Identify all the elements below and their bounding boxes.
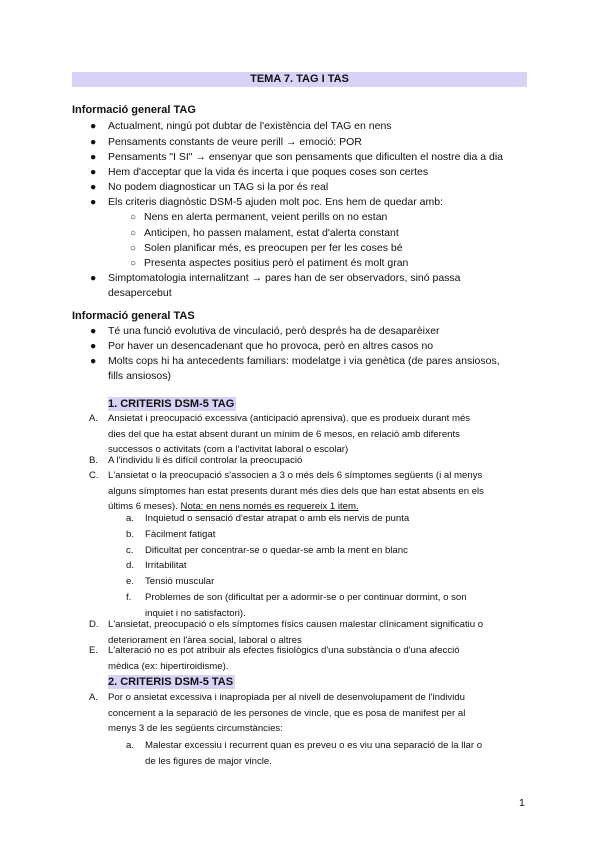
list-item: ● Hem d'acceptar que la vida és incerta i que poques coses son certes: [90, 166, 429, 178]
list-item: ● Actualment, ningú pot dubtar de l'existència del TAG en nens: [90, 120, 392, 132]
criterion-b: B. A l'individu li és difícil controlar la preocupació: [89, 455, 303, 466]
criterion-a-item: a. Malestar excessiu i recurrent quan es preveu o es viu una separació de la llar o de les figures de major vincle.: [126, 740, 483, 767]
circle-bullet-icon: ○: [130, 243, 137, 254]
criteria-heading-tag: 1. CRITERIS DSM-5 TAG: [108, 398, 235, 410]
list-item-continuation: fills ansiosos): [108, 370, 172, 382]
circle-bullet-icon: ○: [130, 228, 137, 239]
criterion-d: D. L'ansietat, preocupació o els símptomes físics causen malestar clínicament significatiu o deteriorament en l'àrea social, laboral o altres: [89, 619, 484, 646]
page-number: 1: [519, 797, 525, 809]
bullet-icon: ●: [90, 120, 97, 132]
sub-list-item: ○ Anticipen, ho passen malament, estat d'alerta constant: [130, 227, 399, 239]
criterion-e: E. L'alteració no es pot atribuir als efectes fisiològics d'una substància o d'una afecció mèdica (ex: hipertiroidisme).: [89, 645, 460, 672]
criterion-a: A. Por o ansietat excessiva i inapropiada per al nivell de desenvolupament de l'individu concernent a la separació de les persones de vincle, que es posa de manifest per al menys 3 de les següents circumstàncies:: [89, 692, 466, 735]
bullet-icon: ●: [90, 325, 97, 337]
criterion-a: A. Ansietat i preocupació excessiva (anticipació aprensiva). que es produeix durant més dies del que ha estat absent durant un mínim de 6 mesos, en relació amb diferents successos o activitats (com a l'activitat laboral o escolar): [89, 413, 471, 456]
criterion-c-item: e. Tensió muscular: [126, 576, 215, 587]
bullet-icon: ●: [90, 151, 97, 163]
bullet-icon: ●: [90, 166, 97, 178]
criterion-c-item: a. Inquietud o sensació d'estar atrapat o amb els nervis de punta: [126, 513, 410, 524]
sub-list-item: ○ Nens en alerta permanent, veient perills on no estan: [130, 211, 388, 223]
bullet-icon: ●: [90, 181, 97, 193]
note-text: Nota: en nens només es requereix 1 item.: [180, 501, 359, 513]
list-item: ● No podem diagnosticar un TAG si la por és real: [90, 181, 329, 193]
bullet-icon: ●: [90, 272, 97, 284]
bullet-icon: ●: [90, 136, 97, 148]
bullet-icon: ●: [90, 340, 97, 352]
list-item: ● Pensaments "I SI" → ensenyar que son pensaments que dificulten el nostre dia a dia: [90, 151, 504, 163]
list-item-continuation: desapercebut: [108, 287, 172, 299]
criterion-c-item: d. Irritabilitat: [126, 560, 187, 571]
criterion-c-item: c. Dificultat per concentrar-se o quedar-se amb la ment en blanc: [126, 545, 408, 556]
list-item: ● Té una funció evolutiva de vinculació, però després ha de desaparèixer: [90, 325, 440, 337]
sub-list-item: ○ Solen planificar més, es preocupen per fer les coses bé: [130, 242, 403, 254]
page-title: TEMA 7. TAG I TAS: [72, 72, 527, 87]
list-item: ● Molts cops hi ha antecedents familiars: modelatge i via genètica (de pares ansiosos,: [90, 355, 500, 367]
sub-list-item: ○ Presenta aspectes positius però el patiment és molt gran: [130, 257, 409, 269]
list-item: ● Por haver un desencadenant que ho provoca, però en altres casos no: [90, 340, 434, 352]
bullet-icon: ●: [90, 355, 97, 367]
criterion-c-item: f. Problemes de son (dificultat per a adormir-se o per continuar dormint, o son inquiet i no satisfactori).: [126, 592, 467, 619]
list-item: ● Pensaments constants de veure perill → emoció: POR: [90, 136, 362, 148]
section-heading-tas: Informació general TAS: [72, 310, 195, 322]
circle-bullet-icon: ○: [130, 258, 137, 269]
criteria-heading-tas: 2. CRITERIS DSM-5 TAS: [108, 676, 234, 688]
criterion-c-item: b. Fàcilment fatigat: [126, 529, 216, 540]
bullet-icon: ●: [90, 196, 97, 208]
criterion-c: C. L'ansietat o la preocupació s'associen a 3 o més dels 6 símptomes següents (i al menys alguns símptomes han estat presents durant més dies dels que han estat absents en els últims 6 meses). Nota: en nens només es requereix 1 item.: [89, 470, 484, 513]
section-heading-tag: Informació general TAG: [72, 104, 196, 116]
circle-bullet-icon: ○: [130, 212, 137, 223]
list-item: ● Simptomatologia internalitzant → pares han de ser observadors, sinó passa: [90, 272, 461, 284]
list-item: ● Els criteris diagnòstic DSM-5 ajuden molt poc. Ens hem de quedar amb:: [90, 196, 443, 208]
